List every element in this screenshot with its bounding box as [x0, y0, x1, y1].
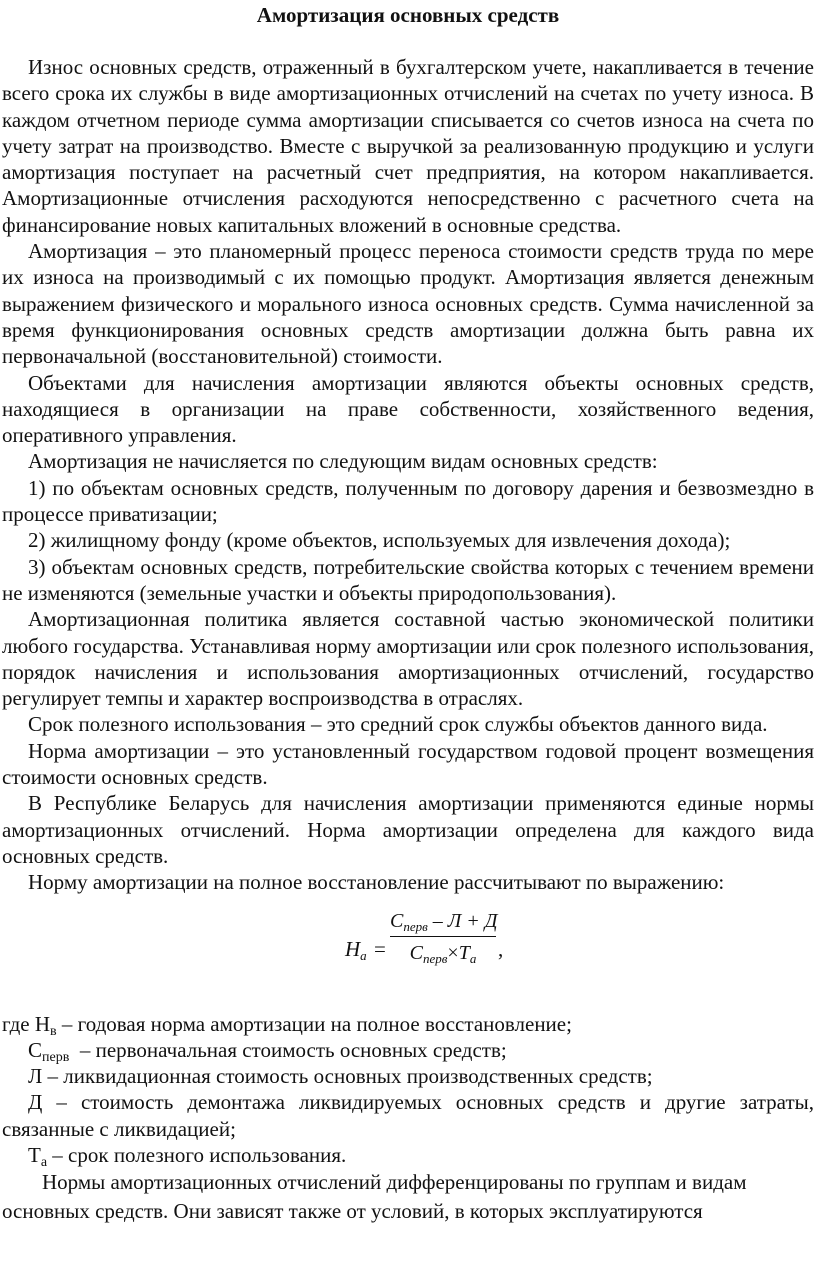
- list-item-exclusion-2: 2) жилищному фонду (кроме объектов, используемых для извлечения дохода);: [28, 528, 731, 553]
- paragraph-closing: Нормы амортизационных отчислений дифференцированы по группам и видам основных средств. Они зависят также от условий, в которых эксплуатируются: [2, 1170, 747, 1223]
- list-item-exclusion-3: 3) объектам основных средств, потребительские свойства которых с течением времени не изменяются (земельные участки и объекты природопользования).: [2, 554, 814, 605]
- definition-d: Д – стоимость демонтажа ликвидируемых основных средств и другие затраты, связанные с ликвидацией;: [2, 1090, 814, 1141]
- paragraph-depreciation-definition: Амортизация – это планомерный процесс переноса стоимости средств труда по мере их износа на производимый с их помощью продукт. Амортизация является денежным выражением физического и морального износа основных средств. Сумма начисленной за время функционирования основных средств амортизации должна быть равна их первоначальной (восстановительной) стоимости.: [2, 239, 814, 369]
- paragraph-useful-life: Срок полезного использования – это средний срок службы объектов данного вида.: [28, 712, 768, 737]
- formula-numerator: $С_{перв} - Л + Д$: [390, 909, 498, 934]
- paragraph-depreciation-policy: Амортизационная политика является составной частью экономической политики любого государства. Устанавливая норму амортизации или срок полезного использования, порядок начисления и использования амортизационных отчислений, государство регулирует темпы и характер воспроизводства в отраслях.: [2, 607, 814, 711]
- paragraph-belarus-rates: В Республике Беларусь для начисления амортизации применяются единые нормы амортизационных отчислений. Норма амортизации определена для каждого вида основных средств.: [2, 791, 814, 868]
- title-gap: [2, 28, 814, 54]
- paragraph-wear-accumulation: Износ основных средств, отраженный в бухгалтерском учете, накапливается в течение всего срока их службы в виде амортизационных отчислений на счетах по учету износа. В каждом отчетном периоде сумма амортизации списывается со счетов износа на счета по учету затрат на производство. Вместе с выручкой за реализованную продукцию и услуги амортизация поступает на расчетный счет предприятия, на котором накапливается. Амортизационные отчисления расходуются непосредственно с расчетного счета на финансирование новых капитальных вложений в основные средства.: [2, 55, 814, 237]
- document-title: Амортизация основных средств: [256, 3, 560, 27]
- definition-ta: $Т_а$ – срок полезного использования.: [28, 1142, 347, 1170]
- formula-equals: =: [374, 936, 386, 961]
- formula-denominator: $С_{перв}\times Т_а$: [409, 941, 477, 966]
- formula-lhs: $Н_а$: [345, 936, 367, 963]
- paragraph-formula-intro: Норму амортизации на полное восстановление рассчитывают по выражению:: [28, 870, 725, 895]
- definition-l: Л – ликвидационная стоимость основных производственных средств;: [28, 1064, 653, 1089]
- list-item-exclusion-1: 1) по объектам основных средств, полученным по договору дарения и безвозмездно в процессе приватизации;: [2, 475, 814, 527]
- paragraph-depreciation-rate: Норма амортизации – это установленный государством годовой процент возмещения стоимости основных средств.: [2, 738, 814, 790]
- formula-fraction: [390, 908, 496, 966]
- formula-fraction-bar: [390, 936, 496, 937]
- paragraph-depreciation-objects: Объектами для начисления амортизации являются объекты основных средств, находящиеся в организации на праве собственности, хозяйственного ведения, оперативного управления.: [2, 370, 814, 448]
- definition-nv: где $Н_в$ – годовая норма амортизации на полное восстановление;: [2, 1011, 572, 1039]
- definition-cperv: $С_{перв}$ – первоначальная стоимость основных средств;: [28, 1037, 507, 1065]
- formula-comma: ,: [498, 936, 504, 961]
- paragraph-exclusions-intro: Амортизация не начисляется по следующим видам основных средств:: [28, 449, 658, 474]
- depreciation-formula: [2, 896, 814, 1011]
